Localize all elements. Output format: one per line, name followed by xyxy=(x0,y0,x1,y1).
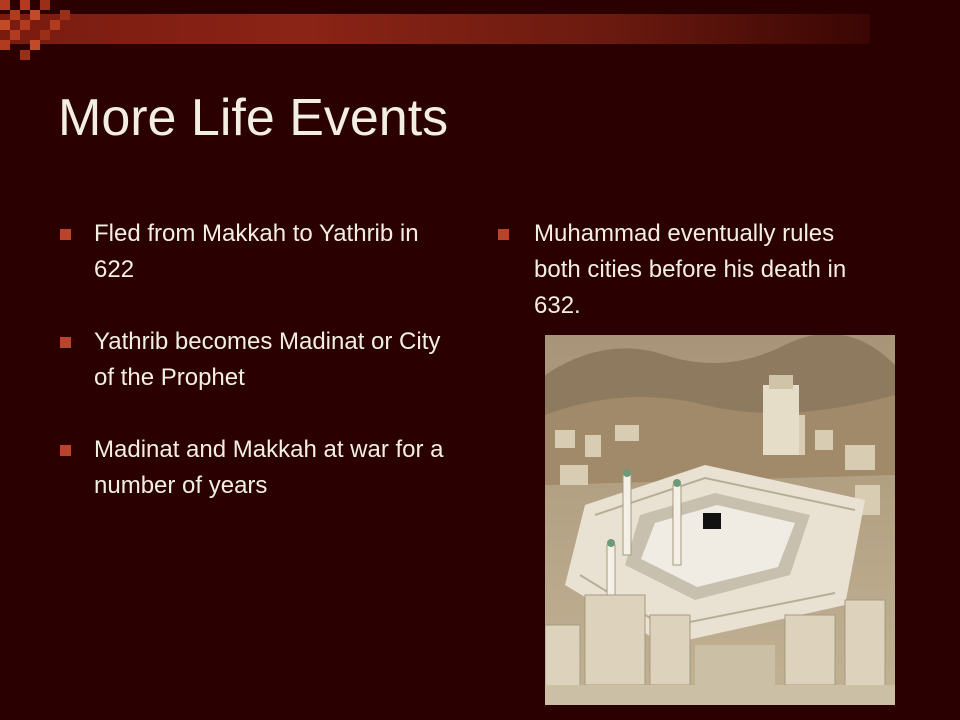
square-bullet-icon xyxy=(498,229,509,240)
slide-title: More Life Events xyxy=(58,89,449,147)
photo-illustration xyxy=(545,335,895,705)
square-bullet-icon xyxy=(60,445,71,456)
bullet-text: Yathrib becomes Madinat or City of the Prophet xyxy=(94,328,441,391)
bullet-item xyxy=(60,216,460,288)
decorative-checker-pattern xyxy=(0,0,80,64)
square-bullet-icon xyxy=(60,337,71,348)
bullet-text: Fled from Makkah to Yathrib in 622 xyxy=(94,220,419,283)
decorative-top-bar xyxy=(0,14,870,44)
makkah-aerial-photo xyxy=(545,335,895,705)
bullet-text: Madinat and Makkah at war for a number of years xyxy=(94,436,444,499)
bullet-item xyxy=(60,432,460,504)
bullet-item xyxy=(498,216,878,324)
square-bullet-icon xyxy=(60,229,71,240)
bullet-text: Muhammad eventually rules both cities before his death in 632. xyxy=(534,220,847,319)
left-bullet-list xyxy=(60,216,460,540)
bullet-item xyxy=(60,324,460,396)
